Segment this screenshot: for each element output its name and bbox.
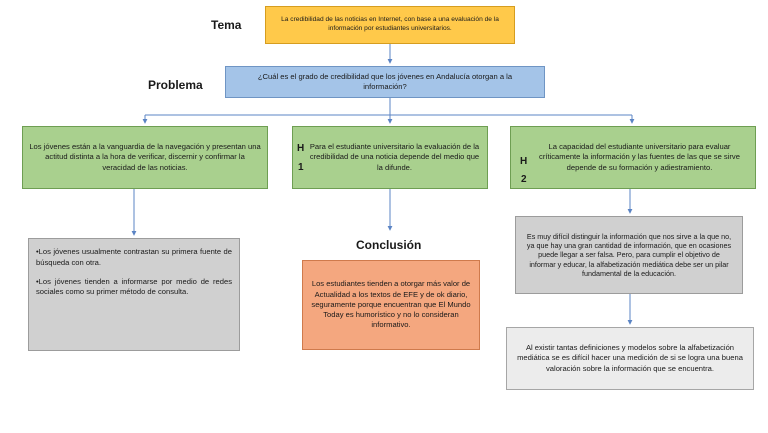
tema-box	[265, 6, 515, 44]
findings-right-text-2: Al existir tantas definiciones y modelos sobre la alfabetización mediática se es difícil hacer una medición de si se logra una buena valoración sobre la información que se encuentra.	[517, 343, 743, 373]
hypothesis-1-marker-letter: H	[297, 143, 305, 154]
tema-label: Tema	[211, 18, 242, 32]
findings-left-item-1: •Los jóvenes usualmente contrastan su primera fuente de búsqueda con otra.	[36, 247, 232, 267]
conclusion-label: Conclusión	[356, 238, 422, 252]
conclusion-box	[302, 260, 480, 350]
hypothesis-1-marker-number: 1	[298, 162, 304, 173]
findings-right-box-2	[506, 327, 754, 390]
hypothesis-2-marker-number: 2	[521, 174, 527, 185]
hypothesis-1-text: Para el estudiante universitario la evaluación de la credibilidad de una noticia depende del medio que la difunde.	[309, 142, 480, 172]
findings-right-box-1	[515, 216, 743, 294]
hypothesis-2-box	[510, 126, 756, 189]
tema-text: La credibilidad de las noticias en Internet, con base a una evaluación de la información por estudiantes universitarios.	[281, 16, 499, 32]
findings-left-item-2: •Los jóvenes tienden a informarse por medio de redes sociales como su primer método de consulta.	[36, 276, 232, 297]
problema-box	[225, 66, 545, 98]
conclusion-text: Los estudiantes tienden a otorgar más valor de Actualidad a los textos de EFE y de ok diario, seguramente porque encuentran que El Mundo Today es humorístico y no lo consideran informativo.	[311, 279, 471, 330]
hypothesis-2-text: La capacidad del estudiante universitario para evaluar críticamente la información y las fuentes de las que se sirve depende de su formación y adiestramiento.	[539, 142, 740, 172]
findings-left-box	[28, 238, 240, 351]
hypothesis-0-text: Los jóvenes están a la vanguardia de la navegación y presentan una actitud distinta a la hora de verificar, discernir y confirmar la veracidad de las noticias.	[29, 142, 261, 172]
problema-label: Problema	[148, 78, 203, 92]
hypothesis-0-box	[22, 126, 268, 189]
hypothesis-2-marker-letter: H	[520, 156, 528, 167]
hypothesis-1-box	[292, 126, 488, 189]
findings-right-text-1: Es muy difícil distinguir la información que nos sirve a la que no, ya que hay una gran cantidad de información, que en ocasiones puede llegar a ser falsa. Pero, para cumplir el objetivo de informar y educar, la alfabetización mediática debe ser un pilar fundamental de la educación.	[526, 231, 732, 279]
problema-text: ¿Cuál es el grado de credibilidad que los jóvenes en Andalucía otorgan a la información?	[257, 71, 513, 91]
